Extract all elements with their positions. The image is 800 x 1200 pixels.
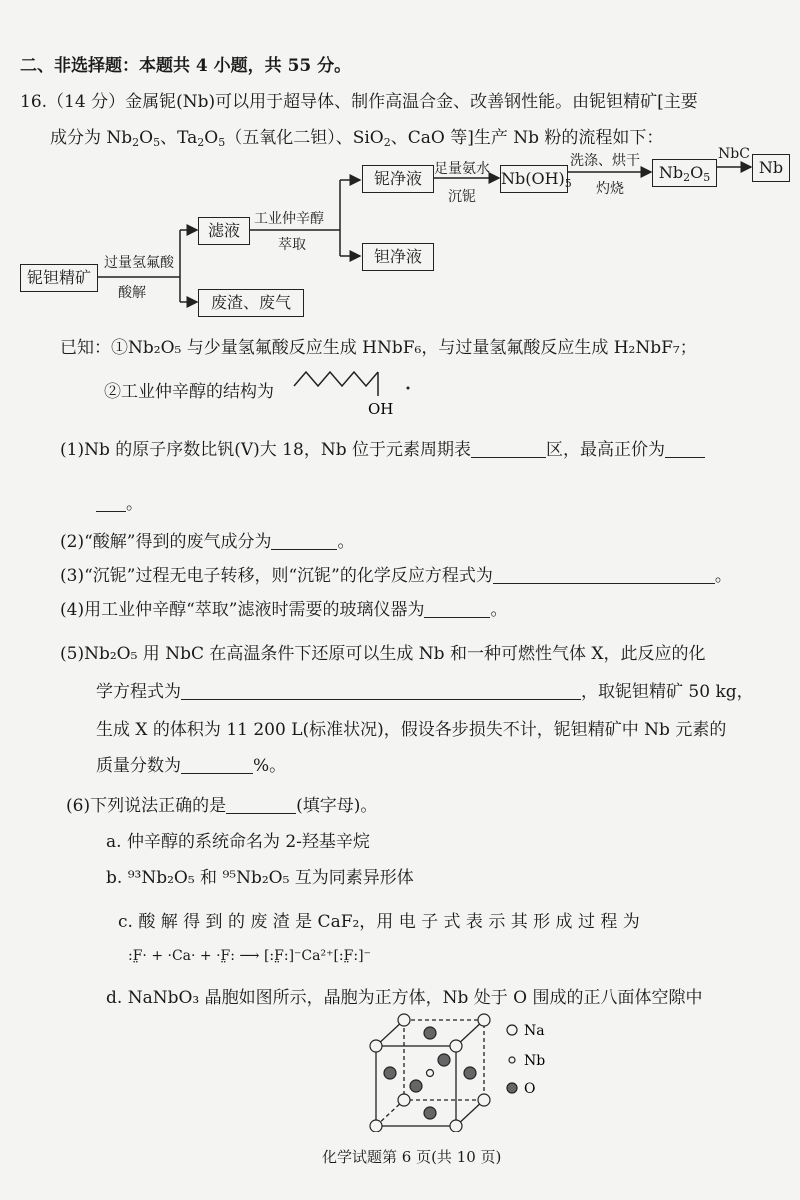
nanbo3-unit-cell xyxy=(360,1012,600,1132)
label-octanol: 工业仲辛醇 xyxy=(254,211,324,227)
label-wash-dry: 洗涤、烘干 xyxy=(570,153,640,169)
box-nb-hydroxide: Nb(OH)5 xyxy=(500,165,568,193)
label-extraction: 萃取 xyxy=(278,237,306,253)
box-waste: 废渣、废气 xyxy=(198,289,304,317)
q5-line2: 学方程式为 ，取铌钽精矿 50 kg， xyxy=(96,682,754,702)
q16-intro-line2: 成分为 Nb2O5、Ta2O5（五氧化二钽）、SiO2、CaO 等]生产 Nb 粉的流程如下： xyxy=(50,128,664,149)
option-b: b. ⁹³Nb₂O₅ 和 ⁹⁵Nb₂O₅ 互为同素异形体 xyxy=(106,868,414,888)
section-header: 二、非选择题：本题共 4 小题，共 55 分。 xyxy=(20,56,352,76)
q5-line1: (5)Nb₂O₅ 用 NbC 在高温条件下还原可以生成 Nb 和一种可燃性气体 X，此反应的化 xyxy=(60,644,706,664)
q2-text: (2)“酸解”得到的废气成分为 。 xyxy=(60,532,355,552)
option-d: d. NaNbO₃ 晶胞如图所示，晶胞为正方体，Nb 处于 O 围成的正八面体空隙中 xyxy=(106,988,703,1008)
box-ta-liquid: 钽净液 xyxy=(362,243,434,271)
octanol-skeletal-structure xyxy=(290,362,420,422)
label-precipitate: 沉铌 xyxy=(448,189,476,205)
legend-na: Na xyxy=(524,1023,545,1039)
q3-text: (3)“沉铌”过程无电子转移，则“沉铌”的化学反应方程式为 。 xyxy=(60,566,732,586)
q4-blank[interactable] xyxy=(424,601,490,618)
q6-blank[interactable] xyxy=(226,797,296,814)
q6-text: (6)下列说法正确的是 (填字母)。 xyxy=(66,796,378,816)
q16-intro-line1: 16.（14 分）金属铌(Nb)可以用于超导体、制作高温合金、改善钢性能。由铌钽精矿[主要 xyxy=(20,92,698,112)
known-1: 已知：①Nb₂O₅ 与少量氢氟酸反应生成 HNbF₆，与过量氢氟酸反应生成 H₂NbF₇； xyxy=(60,338,697,358)
page-footer: 化学试题第 6 页(共 10 页) xyxy=(322,1148,502,1166)
box-filtrate: 滤液 xyxy=(198,217,250,245)
option-c: c. 酸 解 得 到 的 废 渣 是 CaF₂，用 电 子 式 表 示 其 形 成 过 程 为 xyxy=(118,912,640,932)
q5-line4: 质量分数为 %。 xyxy=(96,756,287,776)
box-raw-ore: 铌钽精矿 xyxy=(20,264,98,292)
q2-blank[interactable] xyxy=(271,533,337,550)
box-nb-liquid: 铌净液 xyxy=(362,165,434,193)
q5-blank-equation[interactable] xyxy=(181,683,581,700)
q5-line3: 生成 X 的体积为 11 200 L(标准状况)，假设各步损失不计，铌钽精矿中 Nb 元素的 xyxy=(96,720,727,740)
option-c-electron-formula: :F̤· + ·Ca· + ·F̤: ⟶ [:F̤:]⁻Ca²⁺[:F̤:]⁻ xyxy=(128,948,371,964)
oh-label: OH xyxy=(368,400,394,418)
q3-blank[interactable] xyxy=(493,567,715,584)
label-hf-excess: 过量氢氟酸 xyxy=(104,255,174,271)
q5-blank-percent[interactable] xyxy=(181,757,253,774)
q1-continuation: 。 xyxy=(96,494,143,515)
q1-text: (1)Nb 的原子序数比钒(V)大 18，Nb 位于元素周期表 区，最高正价为 xyxy=(60,440,705,461)
box-nb-product: Nb xyxy=(752,154,790,182)
q1-blank-valence-cont[interactable] xyxy=(96,495,126,512)
label-nbc: NbC xyxy=(718,146,750,162)
label-ammonia: 足量氨水 xyxy=(434,161,490,177)
label-calcine: 灼烧 xyxy=(596,181,624,197)
legend-nb: Nb xyxy=(524,1053,546,1069)
legend-o: O xyxy=(524,1081,536,1097)
known-2: ②工业仲辛醇的结构为 xyxy=(104,382,274,402)
q1-blank-valence[interactable] xyxy=(665,441,705,458)
option-a: a. 仲辛醇的系统命名为 2-羟基辛烷 xyxy=(106,832,370,852)
box-nb2o5: Nb2O5 xyxy=(652,159,717,187)
label-acid-dissolve: 酸解 xyxy=(118,285,146,301)
q1-blank-block[interactable] xyxy=(471,441,546,458)
q4-text: (4)用工业仲辛醇“萃取”滤液时需要的玻璃仪器为 。 xyxy=(60,600,508,620)
